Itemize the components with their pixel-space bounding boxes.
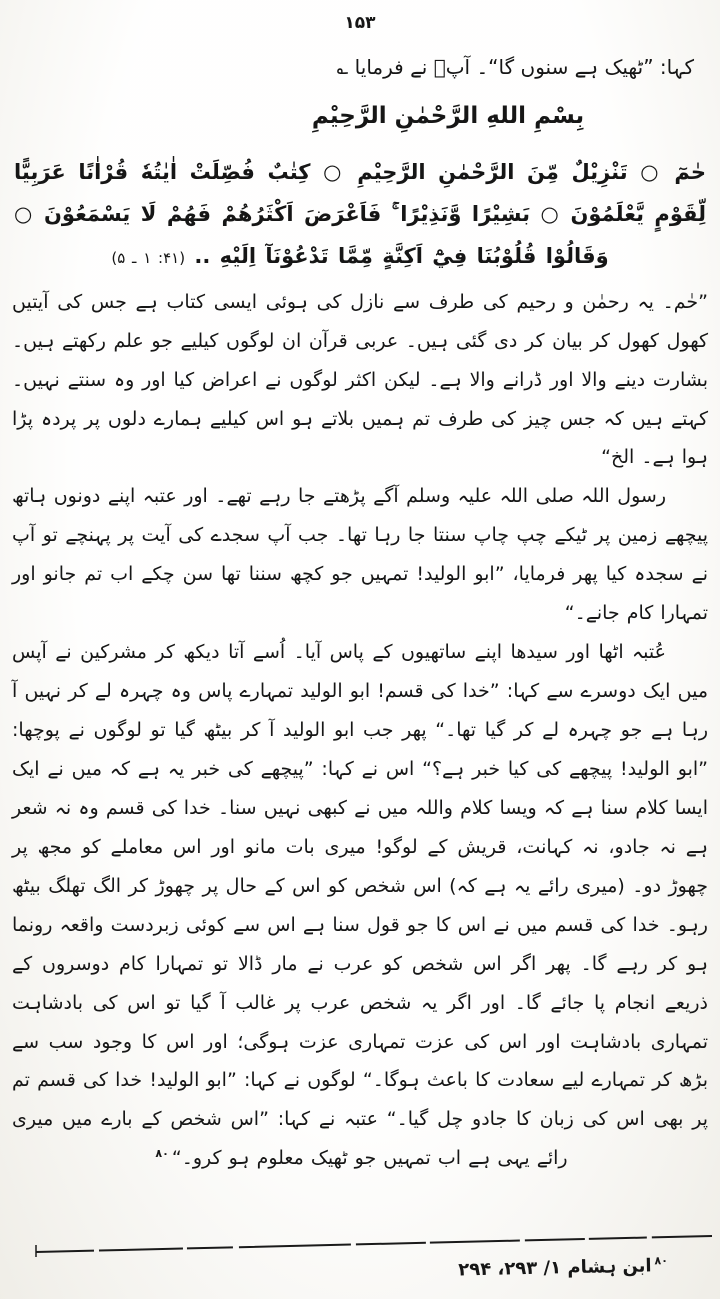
narrative-paragraph-1: رسول اللہ صلی اللہ علیہ وسلم آگے پڑھتے جا رہے تھے۔ اور عتبہ اپنے دونوں ہاتھ پیچھے زمین پر ٹیکے چپ چاپ سنتا جا رہا تھا۔ جب آپ سجدے کی آیت پر پہنچے تو آپ نے سجدہ کیا پھر فرمایا، ”ابو الولید! تمہیں جو کچھ سننا تھا سن چکے اب تم جانو اور تمہارا کام جانے۔“ (12, 485, 708, 625)
narrative-paragraph-2 (12, 633, 708, 1178)
footnote-ref-marker: ۸۰ (155, 1146, 169, 1160)
bismillah-line: بِسْمِ اللهِ الرَّحْمٰنِ الرَّحِيْمِ (311, 103, 585, 129)
quran-verse-text: حٰمٓ ○ تَنْزِيْلٌ مِّنَ الرَّحْمٰنِ الرَّحِيْمِ ○ كِتٰبٌ فُصِّلَتْ اٰيٰتُهٗ قُرْاٰنًا عَرَبِيًّا لِّقَوْمٍ يَّعْلَمُوْنَ ○ بَشِيْرًا وَّنَذِيْرًا ۚ فَاَعْرَضَ اَكْثَرُهُمْ فَهُمْ لَا يَسْمَعُوْنَ ○ وَقَالُوْا قُلُوْبُنَا فِيْٓ اَكِنَّةٍ مِّمَّا تَدْعُوْنَآ اِلَيْهِ .. (14, 159, 706, 268)
footnote-marker: ۸۰ (654, 1254, 669, 1268)
footnote-text: ابن ہشام ۱/ ۲۹۳، ۲۹۴ (458, 1255, 652, 1281)
footnote-line (0, 1253, 720, 1290)
footnote-separator-line (0, 1231, 720, 1257)
intro-line: کہا: ”ٹھیک ہے سنوں گا“۔ آپؐ نے فرمایا ؎ (336, 55, 694, 79)
page-number: ۱۵۳ (344, 13, 376, 33)
page-footer (0, 1231, 720, 1289)
quran-verse-block (14, 151, 706, 277)
quran-reference: (۴۱: ۱ ـ ۵) (111, 248, 186, 267)
translation-paragraph: ”حٰم۔ یہ رحمٰن و رحیم کی طرف سے نازل کی ہوئی ایسی کتاب ہے جس کی آیتیں کھول کھول کر بیان کر دی گئی ہیں۔ عربی قرآن ان لوگوں کیلیے جو علم رکھتے ہیں۔ بشارت دینے والا اور ڈرانے والا ہے۔ لیکن اکثر لوگوں نے اعراض کیا اور وہ سنتے نہیں۔ کہتے ہیں کہ جس چیز کی طرف تم ہمیں بلاتے ہو اس کیلیے ہمارے دلوں پر پردہ پڑا ہوا ہے۔ الخ“ (12, 290, 709, 469)
narrative-paragraph-2-text: عُتبہ اٹھا اور سیدھا اپنے ساتھیوں کے پاس آیا۔ اُسے آتا دیکھ کر مشرکین نے آپس میں ایک دوسرے سے کہا: ”خدا کی قسم! ابو الولید تمہارے پاس وہ چہرہ لے کر نہیں آ رہا ہے جو چہرہ لے کر گیا تھا۔“ پھر جب ابو الولید آ کر بیٹھ گیا تو لوگوں نے پوچھا: ”ابو الولید! پیچھے کی کیا خبر ہے؟“ اس نے کہا: ”پیچھے کی خبر یہ ہے کہ میں نے ایک ایسا کلام سنا ہے کہ ویسا کلام واللہ میں نے کبھی نہیں سنا۔ خدا کی قسم وہ نہ شعر ہے نہ جادو، نہ کہانت، قریش کے لوگو! میری بات مانو اور اس معاملے کو مجھ پر چھوڑ دو۔ (میری رائے یہ ہے کہ) اس شخص کو اس کے حال پر چھوڑ کر الگ تھلگ بیٹھ رہو۔ خدا کی قسم میں نے اس کا جو قول سنا ہے اس سے کوئی زبردست واقعہ رونما ہو کر رہے گا۔ پھر اگر اس شخص کو عرب نے مار ڈالا تو تمہارا کام دوسروں کے ذریعے انجام پا جائے گا۔ اور اگر یہ شخص عرب پر غالب آ گیا تو اس کی بادشاہت تمہاری بادشاہت اور اس کی عزت تمہاری عزت ہوگی؛ اور اس کا وجود سب سے بڑھ کر تمہارے لیے سعادت کا باعث ہوگا۔“ لوگوں نے کہا: ”ابو الولید! خدا کی قسم تم پر بھی اس کی زبان کا جادو چل گیا۔“ عتبہ نے کہا: ”اس شخص کے بارے میں میری رائے یہی ہے اب تمہیں جو ٹھیک معلوم ہو کرو۔“ (12, 641, 708, 1170)
